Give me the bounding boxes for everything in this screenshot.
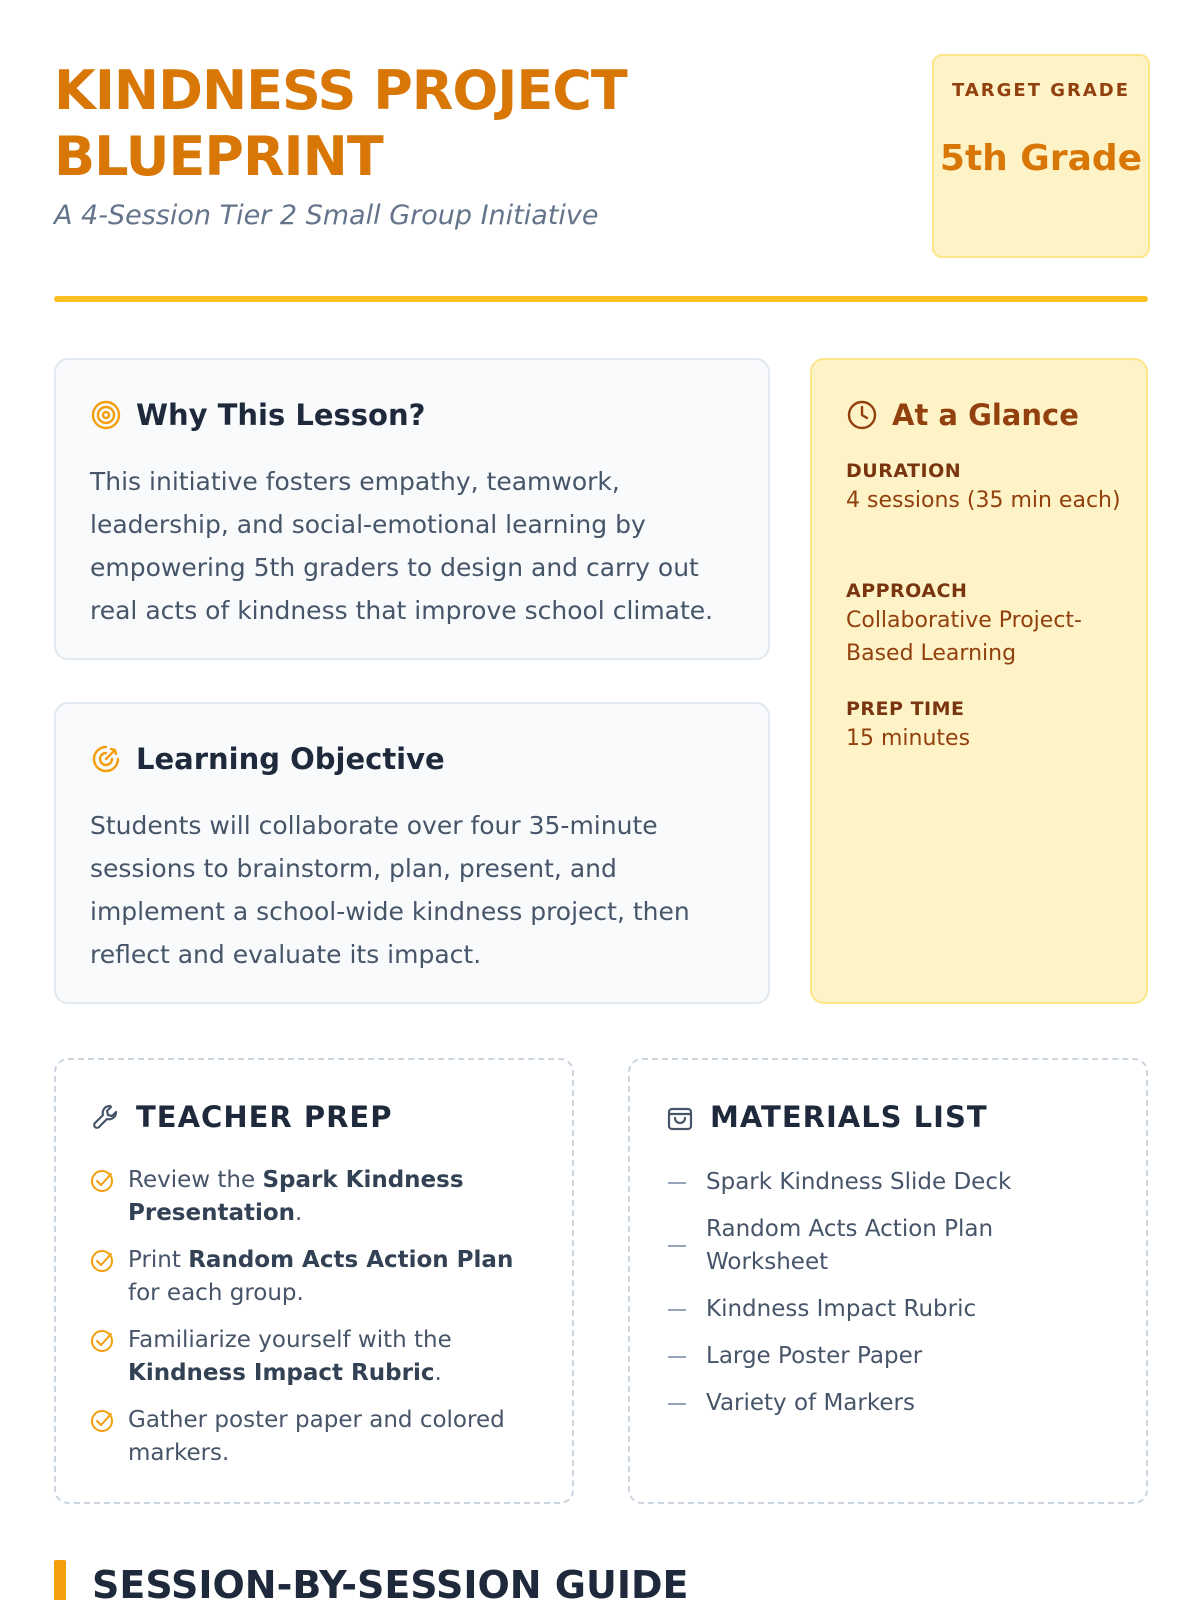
dash-bullet-icon: [668, 1403, 686, 1405]
learning-objective-header: [90, 742, 445, 776]
section-title: SESSION-BY-SESSION GUIDE: [92, 1563, 689, 1600]
material-item: Spark Kindness Slide Deck: [668, 1166, 1118, 1199]
clock-icon: [846, 399, 878, 431]
material-item: Variety of Markers: [668, 1387, 1118, 1420]
dash-bullet-icon: [668, 1309, 686, 1311]
prep-item-text: Review the Spark Kindness Presentation.: [128, 1167, 464, 1226]
material-item: Large Poster Paper: [668, 1340, 1118, 1373]
prep-item-text: Gather poster paper and colored markers.: [128, 1407, 505, 1466]
prep-item-text: Print Random Acts Action Plan for each group.: [128, 1247, 514, 1306]
target-grade-label: TARGET GRADE: [951, 80, 1131, 101]
material-item: Random Acts Action Plan Worksheet: [668, 1213, 1118, 1279]
glance-prep-time-value: 15 minutes: [846, 726, 971, 751]
materials-list-title: MATERIALS LIST: [710, 1100, 988, 1134]
header: [54, 54, 1144, 304]
materials-list-card: [628, 1058, 1148, 1504]
objective-icon: [90, 743, 122, 775]
check-circle-icon: [90, 1169, 114, 1193]
at-a-glance-title: At a Glance: [892, 398, 1079, 432]
prep-item: [90, 1164, 540, 1230]
target-grade-value: 5th Grade: [939, 138, 1143, 179]
prep-item: [90, 1404, 540, 1470]
why-this-lesson-card: [54, 358, 770, 660]
target-grade-badge: [932, 54, 1150, 258]
why-this-lesson-body: This initiative fosters empathy, teamwork, leadership, and social-emotional learning by empowering 5th graders to design and carry out real acts of kindness that improve school climate.: [90, 467, 714, 625]
glance-duration-label: DURATION: [846, 460, 962, 482]
target-icon: [90, 399, 122, 431]
check-circle-icon: [90, 1329, 114, 1353]
learning-objective-card: [54, 702, 770, 1004]
why-this-lesson-header: [90, 398, 425, 432]
materials-list-header: [664, 1100, 988, 1134]
session-guide-section: [54, 1560, 1148, 1600]
glance-duration-value: 4 sessions (35 min each): [846, 488, 1121, 513]
glance-approach-value: Collaborative Project-Based Learning: [846, 608, 1082, 666]
teacher-prep-list: [90, 1164, 540, 1484]
why-this-lesson-title: Why This Lesson?: [136, 398, 426, 432]
prep-item-text: Familiarize yourself with the Kindness Impact Rubric.: [128, 1327, 452, 1386]
glance-duration: [846, 460, 1126, 517]
bag-icon: [664, 1101, 696, 1133]
teacher-prep-card: [54, 1058, 574, 1504]
prep-item: [90, 1324, 540, 1390]
prep-item: [90, 1244, 540, 1310]
materials-list: [668, 1166, 1118, 1434]
page-subtitle: A 4-Session Tier 2 Small Group Initiative: [54, 200, 599, 231]
learning-objective-title: Learning Objective: [136, 742, 445, 776]
check-circle-icon: [90, 1409, 114, 1433]
teacher-prep-header: [90, 1100, 392, 1134]
page-title: KINDNESS PROJECT BLUEPRINT: [54, 59, 627, 188]
dash-bullet-icon: [668, 1356, 686, 1358]
section-accent-bar: [54, 1560, 66, 1600]
teacher-prep-title: TEACHER PREP: [136, 1100, 393, 1134]
wrench-icon: [90, 1101, 122, 1133]
glance-prep-time-label: PREP TIME: [846, 698, 965, 720]
learning-objective-body: Students will collaborate over four 35-minute sessions to brainstorm, plan, present, and implement a school-wide kindness project, then reflect and evaluate its impact.: [90, 811, 690, 969]
dash-bullet-icon: [668, 1182, 686, 1184]
check-circle-icon: [90, 1249, 114, 1273]
material-item: Kindness Impact Rubric: [668, 1293, 1118, 1326]
glance-approach-label: APPROACH: [846, 580, 968, 602]
at-a-glance-header: [846, 398, 1079, 432]
glance-prep-time: [846, 698, 1126, 755]
at-a-glance-card: [810, 358, 1148, 1004]
dash-bullet-icon: [668, 1245, 686, 1247]
glance-approach: [846, 580, 1126, 670]
header-divider: [54, 296, 1148, 302]
